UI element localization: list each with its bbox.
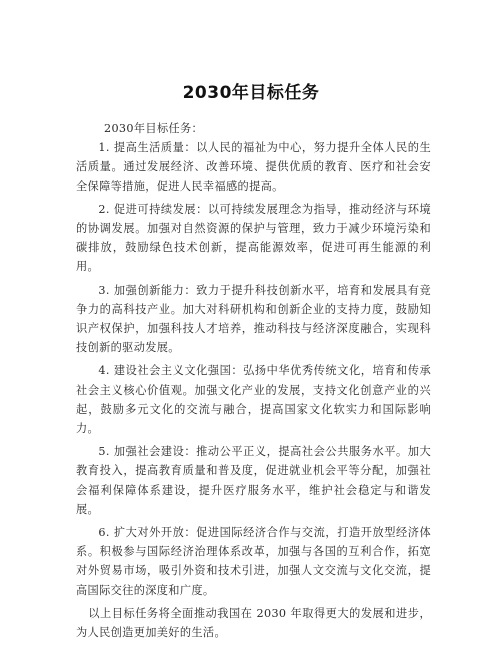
page-title: 2030年目标任务 <box>182 83 320 103</box>
task-paragraph-1: 1. 提高生活质量：以人民的福祉为中心，努力提升全体人民的生活质量。通过发展经济、改善环境、提供优质的教育、医疗和社会安全保障等措施，促进人民幸福感的提高。 <box>76 141 431 193</box>
task-paragraph-3: 3. 加强创新能力：致力于提升科技创新水平，培育和发展具有竞争力的高科技产业。加大对科研机构和创新企业的支持力度，鼓励知识产权保护，加强科技人才培养，推动科技与经济深度融合，实现科技创新的驱动发展。 <box>76 283 431 355</box>
intro-paragraph: 2030年目标任务： <box>104 122 204 135</box>
document-body <box>76 119 431 646</box>
task-paragraph-2: 2. 促进可持续发展：以可持续发展理念为指导，推动经济与环境的协调发展。加强对自然资源的保护与管理，致力于减少环境污染和碳排放，鼓励绿色技术创新，提高能源效率，促进可再生能源的利用。 <box>76 202 431 274</box>
task-paragraph-4: 4. 建设社会主义文化强国：弘扬中华优秀传统文化，培育和传承社会主义核心价值观。加强文化产业的发展，支持文化创意产业的兴起，鼓励多元文化的交流与融合，提高国家文化软实力和国际影响力。 <box>76 364 431 436</box>
task-paragraph-5: 5. 加强社会建设：推动公平正义，提高社会公共服务水平。加大教育投入，提高教育质量和普及度，促进就业机会平等分配，加强社会福利保障体系建设，提升医疗服务水平，维护社会稳定与和谐发展。 <box>76 445 431 516</box>
closing-paragraph: 以上目标任务将全面推动我国在 2030 年取得更大的发展和进步，为人民创造更加美好的生活。 <box>76 606 431 640</box>
task-paragraph-6: 6. 扩大对外开放：促进国际经济合作与交流，打造开放型经济体系。积极参与国际经济治理体系改革，加强与各国的互利合作，拓宽对外贸易市场，吸引外资和技术引进，加强人文交流与文化交流，提高国际交往的深度和广度。 <box>76 526 431 597</box>
